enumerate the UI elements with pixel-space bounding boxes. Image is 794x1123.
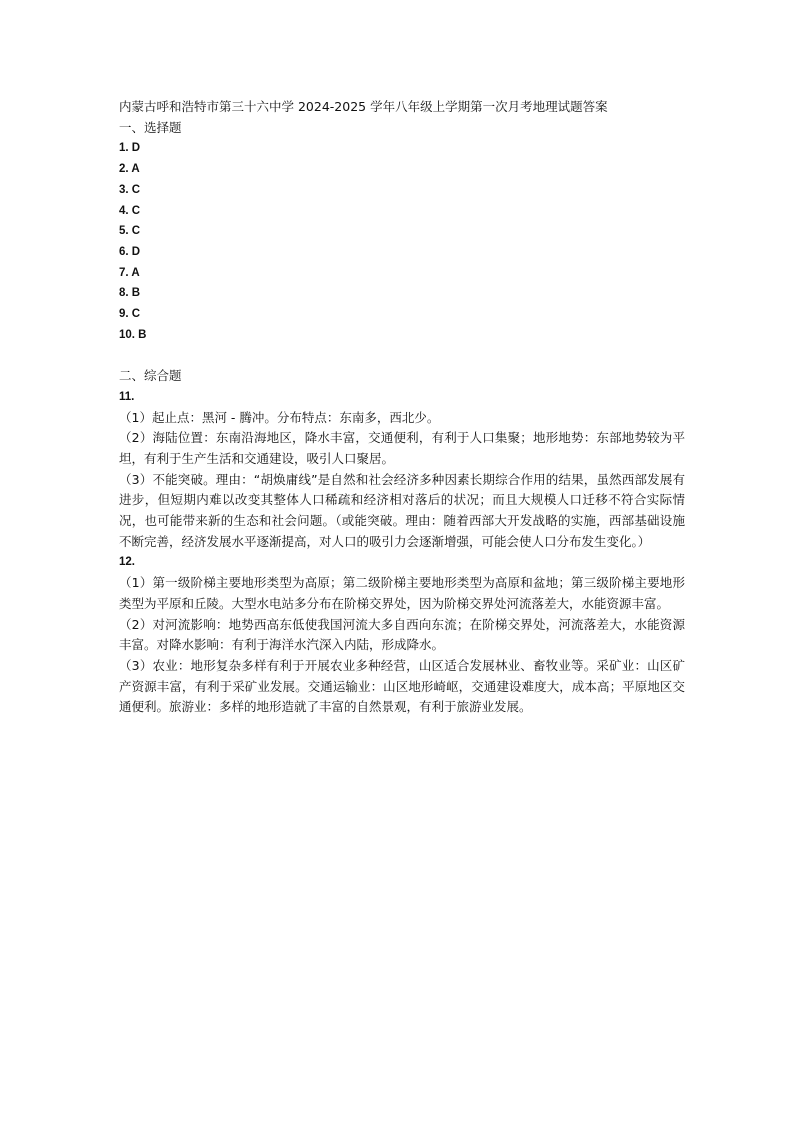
answer-item: 2. A xyxy=(119,163,140,176)
q12-part-3: （3）农业：地形复杂多样有利于开展农业多种经营，山区适合发展林业、畜牧业等。采矿业：山区矿产资源丰富，有利于采矿业发展。交通运输业：山区地形崎岖，交通建设难度大，成本高；平原地区交通便利。旅游业：多样的地形造就了丰富的自然景观，有利于旅游业发展。 xyxy=(119,657,685,715)
answer-item: 3. C xyxy=(119,183,141,196)
answer-item: 9. C xyxy=(119,308,141,321)
q11-part-3: （3）不能突破。理由：“胡焕庸线”是自然和社会经济多种因素长期综合作用的结果，虽然西部发展有进步，但短期内难以改变其整体人口稀疏和经济相对落后的状况；而且大规模人口迁移不符合实际情况，也可能带来新的生态和社会问题。（或能突破。理由：随着西部大开发战略的实施，西部基础设施不断完善，经济发展水平逐渐提高，对人口的吸引力会逐渐增强，可能会使人口分布发生变化。） xyxy=(119,471,685,549)
page-title: 内蒙古呼和浩特市第三十六中学 2024-2025 学年八年级上学期第一次月考地理试题答案 xyxy=(119,99,608,114)
answer-item: 10. B xyxy=(119,328,147,341)
answer-item: 6. D xyxy=(119,245,141,258)
document-body xyxy=(119,97,685,718)
q11-part-2: （2）海陆位置：东南沿海地区，降水丰富，交通便利，有利于人口集聚；地形地势：东部地势较为平坦，有利于生产生活和交通建设，吸引人口聚居。 xyxy=(119,430,685,466)
answer-item: 5. C xyxy=(119,225,141,238)
section-heading-comprehensive: 二、综合题 xyxy=(119,368,182,384)
q12-part-1: （1）第一级阶梯主要地形类型为高原；第二级阶梯主要地形类型为高原和盆地；第三级阶梯主要地形类型为平原和丘陵。大型水电站多分布在阶梯交界处，因为阶梯交界处河流落差大，水能资源丰富。 xyxy=(119,575,685,611)
answer-item: 1. D xyxy=(119,142,141,155)
question-number-11: 11. xyxy=(119,390,135,403)
question-number-12: 12. xyxy=(119,556,135,569)
spacer xyxy=(119,345,685,366)
answer-item: 4. C xyxy=(119,204,141,217)
q12-part-2: （2）对河流影响：地势西高东低使我国河流大多自西向东流；在阶梯交界处，河流落差大，水能资源丰富。对降水影响：有利于海洋水汽深入内陆，形成降水。 xyxy=(119,616,685,653)
q11-part-1: （1）起止点：黑河 - 腾冲。分布特点：东南多，西北少。 xyxy=(119,409,440,425)
answer-item: 7. A xyxy=(119,266,140,279)
section-heading-choice: 一、选择题 xyxy=(119,119,182,135)
answer-item: 8. B xyxy=(119,287,141,300)
